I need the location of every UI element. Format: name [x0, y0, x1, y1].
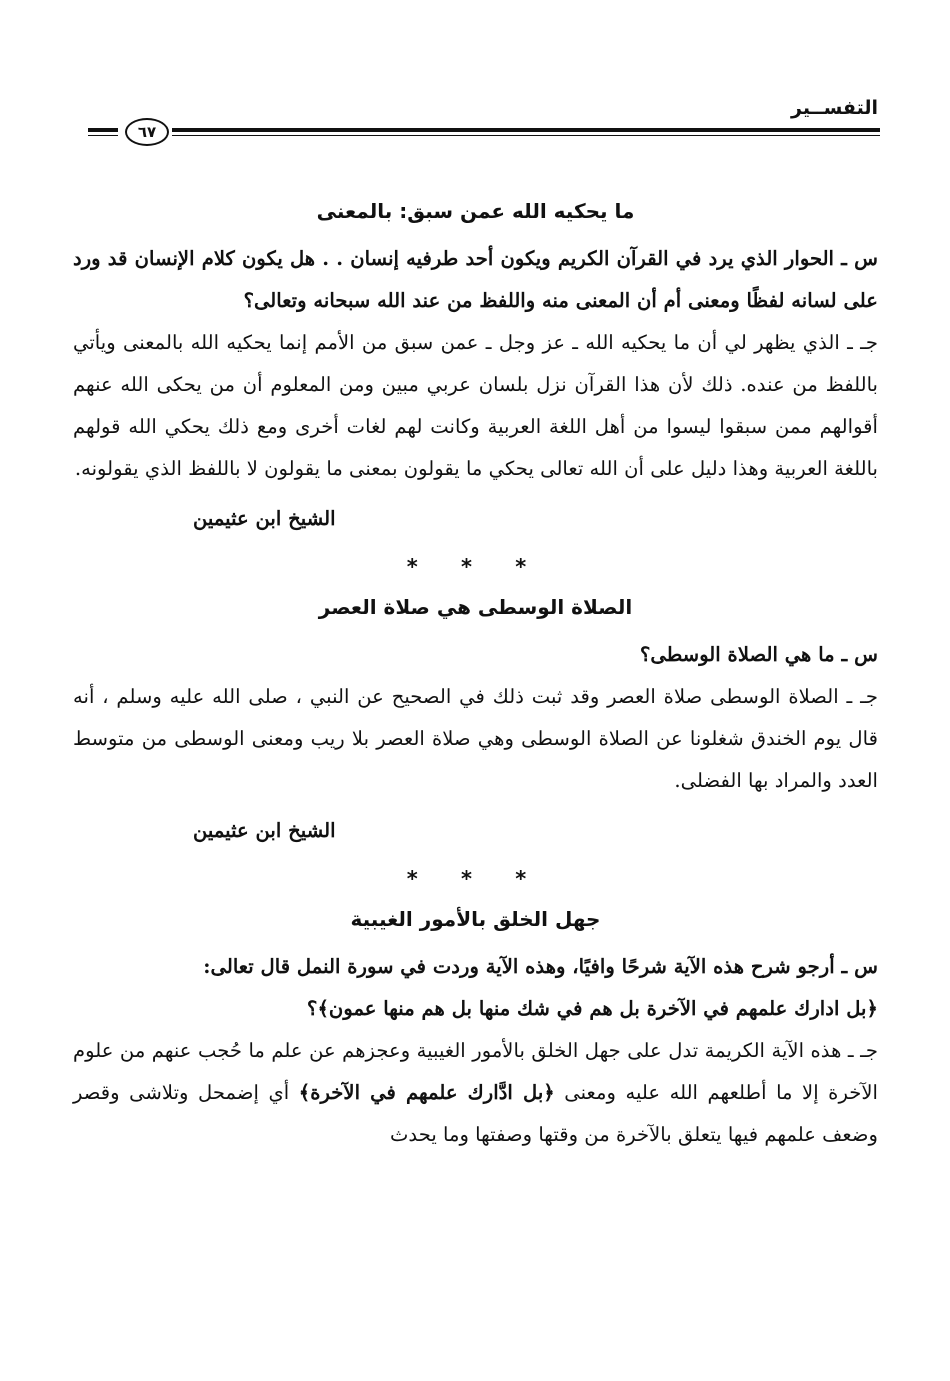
answer-text: الصلاة الوسطى صلاة العصر وقد ثبت ذلك في الصحيح عن النبي ، صلى الله عليه وسلم ، أنه قال يوم الخندق شغلونا عن الصلاة الوسطى وهي صلاة العصر بلا ريب ومعنى الوسطى من متوسط العدد والمراد بها الفضلى.: [73, 685, 878, 792]
section-title: ما يحكيه الله عمن سبق: بالمعنى: [316, 199, 635, 223]
separator: * * *: [406, 555, 545, 579]
question-verse: ﴿بل ادارك علمهم في الآخرة بل هم في شك منها بل هم منها عمون﴾؟: [307, 997, 878, 1020]
section-title: الصلاة الوسطى هي صلاة العصر: [318, 595, 633, 619]
source-attribution: الشيخ ابن عثيمين: [193, 819, 336, 842]
question-text: ما هي الصلاة الوسطى؟: [639, 643, 835, 666]
answer-prefix: جـ ـ: [838, 685, 878, 708]
question: [73, 946, 878, 1030]
page-content: [73, 190, 878, 1156]
question-prefix: س ـ: [834, 955, 878, 978]
answer-text: الذي يظهر لي أن ما يحكيه الله ـ عز وجل ـ عمن سبق من الأمم إنما يحكيه الله بالمعنى ويأتي باللفظ من عنده. ذلك لأن هذا القرآن نزل بلسان عربي مبين ومن المعلوم أن من يحكى الله عنهم أقوالهم ممن سبقوا ليسوا من أهل اللغة العربية وكانت لهم لغات أخرى ومع ذلك يحكي الله قولهم باللغة العربية وهذا دليل على أن الله تعالى يحكي ما يقولون بمعنى ما يقولون لا باللفظ الذي يقولونه.: [73, 331, 878, 480]
answer-prefix: جـ ـ: [839, 331, 878, 354]
page-number: ٦٧: [125, 118, 169, 146]
answer-verse: ﴿بل ادَّارك علمهم في الآخرة﴾: [298, 1081, 555, 1104]
answer: [73, 1030, 878, 1156]
answer: [73, 676, 878, 802]
answer-prefix: جـ ـ: [841, 1039, 878, 1062]
answer-text-continued: أي إضمحل وتلاشى وقصر وضعف علمهم فيها يتعلق بالآخرة من وقتها وصفتها وما يحدث: [73, 1081, 878, 1146]
question-text: الحوار الذي يرد في القرآن الكريم ويكون أحد طرفيه إنسان . . هل يكون كلام الإنسان قد ورد على لسانه لفظًا ومعنى أم أن المعنى منه واللفظ من عند الله سبحانه وتعالى؟: [73, 247, 878, 312]
question-prefix: س ـ: [834, 247, 878, 270]
header-rule: [172, 128, 880, 136]
question-text: أرجو شرح هذه الآية شرحًا وافيًا، وهذه الآية وردت في سورة النمل قال تعالى:: [203, 955, 835, 978]
question-prefix: س ـ: [834, 643, 878, 666]
running-title: التفســير: [791, 97, 878, 119]
source-attribution: الشيخ ابن عثيمين: [193, 507, 336, 530]
separator: * * *: [406, 867, 545, 891]
section-title: جهل الخلق بالأمور الغيبية: [350, 907, 601, 931]
question: [73, 634, 878, 676]
answer: [73, 322, 878, 490]
answer-text: هذه الآية الكريمة تدل على جهل الخلق بالأمور الغيبية وعجزهم عن علم ما حُجب عنهم من علوم الآخرة إلا ما أطلعهم الله عليه ومعنى: [73, 1039, 878, 1104]
header-rule-short: [88, 128, 118, 136]
question: [73, 238, 878, 322]
